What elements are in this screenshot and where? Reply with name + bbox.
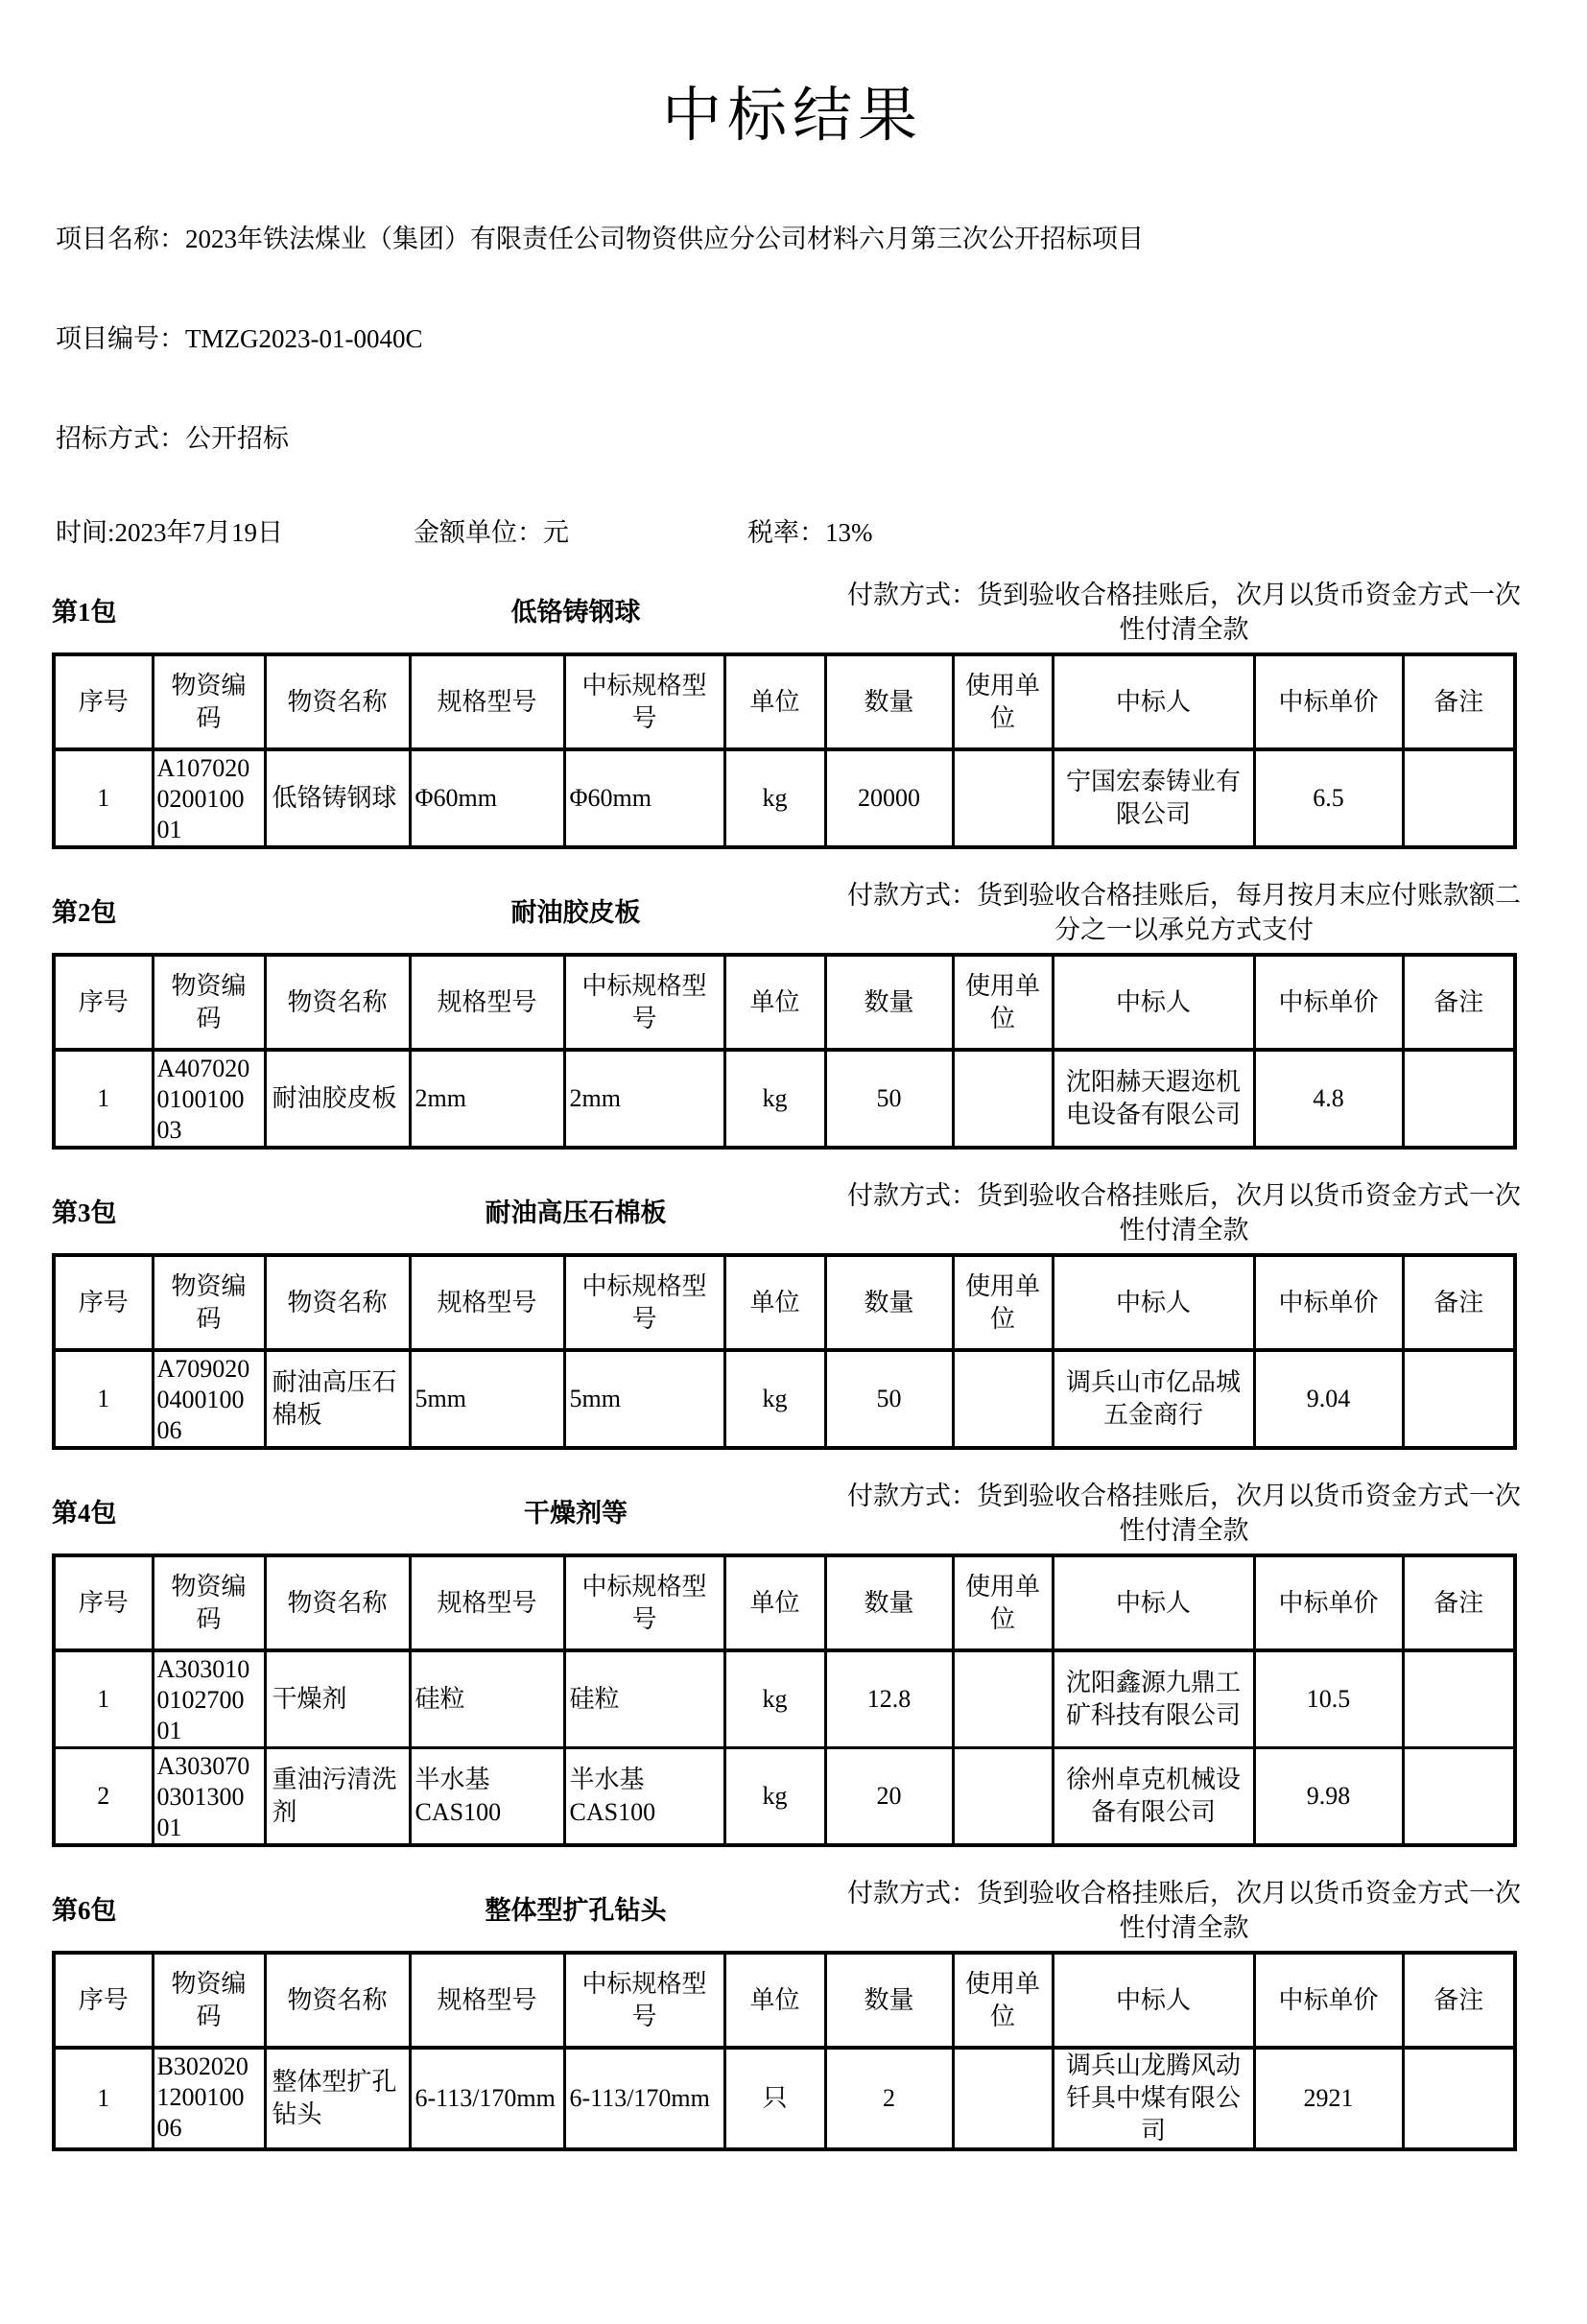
payment-terms: 付款方式：货到验收合格挂账后，次月以货币资金方式一次性付清全款	[847, 1181, 1521, 1245]
cell-seq: 2	[54, 1748, 153, 1846]
cell-using-unit	[953, 1050, 1053, 1148]
package-section	[52, 1178, 1533, 1450]
cell-using-unit	[953, 1748, 1053, 1846]
payment-terms: 付款方式：货到验收合格挂账后，次月以货币资金方式一次性付清全款	[847, 1879, 1521, 1942]
cell-unit: kg	[724, 1050, 825, 1148]
cell-winning-unit-price: 9.04	[1254, 1350, 1403, 1448]
cell-seq: 1	[54, 2048, 153, 2149]
package-section	[52, 1876, 1533, 2151]
package-section	[52, 1479, 1533, 1847]
cell-seq: 1	[54, 1350, 153, 1448]
cell-winning-unit-price: 6.5	[1254, 749, 1403, 847]
project-number-label: 项目编号：	[56, 324, 185, 353]
cell-material-code: B302020120010006	[153, 2048, 265, 2149]
column-header-spec-model: 规格型号	[410, 1255, 564, 1350]
cell-material-code: A709020040010006	[153, 1350, 265, 1448]
column-header-winning-bidder: 中标人	[1053, 654, 1254, 749]
cell-spec-model: 半水基CAS100	[410, 1748, 564, 1846]
cell-remark	[1403, 749, 1515, 847]
column-header-remark: 备注	[1403, 1255, 1515, 1350]
table-header-row	[54, 1555, 1515, 1650]
column-header-material-code: 物资编码	[153, 955, 265, 1050]
cell-material-name: 重油污清洗剂	[265, 1748, 410, 1846]
table-header-row	[54, 1953, 1515, 2048]
column-header-winning-spec-model: 中标规格型号	[564, 1255, 724, 1350]
table-row	[54, 2048, 1515, 2149]
column-header-remark: 备注	[1403, 1953, 1515, 2048]
column-header-remark: 备注	[1403, 654, 1515, 749]
table-row	[54, 1050, 1515, 1148]
column-header-seq: 序号	[54, 654, 153, 749]
cell-quantity: 50	[825, 1050, 953, 1148]
cell-material-name: 整体型扩孔钻头	[265, 2048, 410, 2149]
column-header-seq: 序号	[54, 955, 153, 1050]
amount-unit-field	[414, 516, 747, 549]
project-number-line	[56, 322, 1533, 355]
package-name: 干燥剂等	[524, 1499, 628, 1528]
package-header	[52, 1178, 1533, 1247]
tax-rate-label: 税率：	[747, 518, 825, 547]
cell-material-code: A303010010270001	[153, 1650, 265, 1748]
payment-terms: 付款方式：货到验收合格挂账后，次月以货币资金方式一次性付清全款	[847, 581, 1521, 644]
cell-winning-bidder: 调兵山龙腾风动钎具中煤有限公司	[1053, 2048, 1254, 2149]
cell-winning-bidder: 沈阳鑫源九鼎工矿科技有限公司	[1053, 1650, 1254, 1748]
column-header-quantity: 数量	[825, 1953, 953, 2048]
bidding-method-label: 招标方式：	[56, 424, 185, 453]
column-header-winning-bidder: 中标人	[1053, 955, 1254, 1050]
bid-result-document	[0, 81, 1587, 2151]
results-table	[52, 652, 1517, 849]
column-header-seq: 序号	[54, 1555, 153, 1650]
cell-remark	[1403, 1748, 1515, 1846]
column-header-material-code: 物资编码	[153, 1555, 265, 1650]
cell-using-unit	[953, 1350, 1053, 1448]
cell-using-unit	[953, 749, 1053, 847]
cell-spec-model: 5mm	[410, 1350, 564, 1448]
column-header-winning-unit-price: 中标单价	[1254, 1555, 1403, 1650]
cell-seq: 1	[54, 1650, 153, 1748]
column-header-spec-model: 规格型号	[410, 1953, 564, 2048]
column-header-material-name: 物资名称	[265, 1255, 410, 1350]
cell-spec-model: 硅粒	[410, 1650, 564, 1748]
package-header	[52, 578, 1533, 647]
cell-winning-bidder: 沈阳赫天遐迩机电设备有限公司	[1053, 1050, 1254, 1148]
column-header-unit: 单位	[724, 654, 825, 749]
payment-terms: 付款方式：货到验收合格挂账后，次月以货币资金方式一次性付清全款	[847, 1482, 1521, 1545]
column-header-unit: 单位	[724, 1255, 825, 1350]
cell-winning-spec-model: 5mm	[564, 1350, 724, 1448]
column-header-winning-unit-price: 中标单价	[1254, 955, 1403, 1050]
cell-quantity: 20000	[825, 749, 953, 847]
column-header-seq: 序号	[54, 1953, 153, 2048]
results-table	[52, 1553, 1517, 1847]
cell-material-name: 耐油胶皮板	[265, 1050, 410, 1148]
bidding-method-value: 公开招标	[185, 424, 289, 453]
cell-material-name: 干燥剂	[265, 1650, 410, 1748]
table-row	[54, 1350, 1515, 1448]
cell-material-code: A407020010010003	[153, 1050, 265, 1148]
column-header-material-code: 物资编码	[153, 1953, 265, 2048]
table-header-row	[54, 955, 1515, 1050]
column-header-unit: 单位	[724, 1555, 825, 1650]
column-header-using-unit: 使用单位	[953, 955, 1053, 1050]
column-header-quantity: 数量	[825, 654, 953, 749]
cell-remark	[1403, 2048, 1515, 2149]
cell-using-unit	[953, 2048, 1053, 2149]
amount-unit-value: 元	[543, 518, 569, 547]
project-name-line	[56, 223, 1533, 255]
cell-winning-unit-price: 10.5	[1254, 1650, 1403, 1748]
column-header-material-name: 物资名称	[265, 955, 410, 1050]
cell-winning-bidder: 宁国宏泰铸业有限公司	[1053, 749, 1254, 847]
package-name: 低铬铸钢球	[510, 598, 641, 627]
column-header-winning-spec-model: 中标规格型号	[564, 1953, 724, 2048]
column-header-winning-unit-price: 中标单价	[1254, 1953, 1403, 2048]
results-table	[52, 953, 1517, 1150]
payment-terms: 付款方式：货到验收合格挂账后，每月按月末应付账款额二分之一以承兑方式支付	[847, 881, 1521, 944]
column-header-winning-unit-price: 中标单价	[1254, 1255, 1403, 1350]
column-header-spec-model: 规格型号	[410, 654, 564, 749]
column-header-winning-unit-price: 中标单价	[1254, 654, 1403, 749]
package-number: 第4包	[52, 1499, 117, 1528]
column-header-material-code: 物资编码	[153, 1255, 265, 1350]
cell-quantity: 12.8	[825, 1650, 953, 1748]
column-header-material-code: 物资编码	[153, 654, 265, 749]
cell-winning-spec-model: Φ60mm	[564, 749, 724, 847]
package-section	[52, 878, 1533, 1150]
results-table	[52, 1951, 1517, 2151]
cell-winning-spec-model: 2mm	[564, 1050, 724, 1148]
tax-rate-value: 13%	[825, 518, 873, 547]
column-header-winning-bidder: 中标人	[1053, 1255, 1254, 1350]
package-name: 耐油胶皮板	[510, 898, 641, 927]
cell-using-unit	[953, 1650, 1053, 1748]
column-header-winning-spec-model: 中标规格型号	[564, 654, 724, 749]
cell-remark	[1403, 1650, 1515, 1748]
project-name-value: 2023年铁法煤业（集团）有限责任公司物资供应分公司材料六月第三次公开招标项目	[185, 225, 1144, 253]
package-header	[52, 1479, 1533, 1548]
project-name-label: 项目名称：	[56, 225, 185, 253]
column-header-using-unit: 使用单位	[953, 1255, 1053, 1350]
package-number: 第6包	[52, 1896, 117, 1925]
cell-material-name: 低铬铸钢球	[265, 749, 410, 847]
cell-unit: 只	[724, 2048, 825, 2149]
package-header	[52, 1876, 1533, 1945]
page-title: 中标结果	[661, 83, 923, 149]
cell-material-code: A303070030130001	[153, 1748, 265, 1846]
packages-container	[52, 578, 1533, 2151]
column-header-seq: 序号	[54, 1255, 153, 1350]
cell-seq: 1	[54, 1050, 153, 1148]
column-header-remark: 备注	[1403, 955, 1515, 1050]
results-table	[52, 1253, 1517, 1450]
column-header-quantity: 数量	[825, 955, 953, 1050]
column-header-material-name: 物资名称	[265, 654, 410, 749]
column-header-winning-spec-model: 中标规格型号	[564, 1555, 724, 1650]
bidding-method-line	[56, 422, 1533, 455]
cell-unit: kg	[724, 1650, 825, 1748]
cell-winning-spec-model: 半水基CAS100	[564, 1748, 724, 1846]
table-row	[54, 1650, 1515, 1748]
cell-seq: 1	[54, 749, 153, 847]
column-header-winning-bidder: 中标人	[1053, 1953, 1254, 2048]
table-row	[54, 1748, 1515, 1846]
cell-winning-bidder: 徐州卓克机械设备有限公司	[1053, 1748, 1254, 1846]
cell-quantity: 2	[825, 2048, 953, 2149]
amount-unit-label: 金额单位：	[414, 518, 543, 547]
column-header-winning-bidder: 中标人	[1053, 1555, 1254, 1650]
table-header-row	[54, 1255, 1515, 1350]
column-header-unit: 单位	[724, 1953, 825, 2048]
cell-quantity: 50	[825, 1350, 953, 1448]
column-header-material-name: 物资名称	[265, 1555, 410, 1650]
column-header-material-name: 物资名称	[265, 1953, 410, 2048]
date-value: 2023年7月19日	[114, 518, 284, 547]
cell-remark	[1403, 1050, 1515, 1148]
package-section	[52, 578, 1533, 849]
package-header	[52, 878, 1533, 947]
cell-unit: kg	[724, 749, 825, 847]
cell-spec-model: 2mm	[410, 1050, 564, 1148]
cell-remark	[1403, 1350, 1515, 1448]
package-name: 整体型扩孔钻头	[485, 1896, 667, 1925]
table-row	[54, 749, 1515, 847]
cell-quantity: 20	[825, 1748, 953, 1846]
column-header-quantity: 数量	[825, 1555, 953, 1650]
cell-winning-unit-price: 9.98	[1254, 1748, 1403, 1846]
column-header-quantity: 数量	[825, 1255, 953, 1350]
cell-winning-spec-model: 硅粒	[564, 1650, 724, 1748]
column-header-winning-spec-model: 中标规格型号	[564, 955, 724, 1050]
column-header-spec-model: 规格型号	[410, 1555, 564, 1650]
column-header-remark: 备注	[1403, 1555, 1515, 1650]
date-label: 时间:	[56, 518, 115, 547]
column-header-using-unit: 使用单位	[953, 654, 1053, 749]
tax-rate-field	[747, 516, 1533, 549]
cell-spec-model: Φ60mm	[410, 749, 564, 847]
package-number: 第1包	[52, 598, 117, 627]
cell-material-code: A107020020010001	[153, 749, 265, 847]
column-header-spec-model: 规格型号	[410, 955, 564, 1050]
package-name: 耐油高压石棉板	[485, 1198, 667, 1227]
cell-material-name: 耐油高压石棉板	[265, 1350, 410, 1448]
package-number: 第3包	[52, 1198, 117, 1227]
column-header-unit: 单位	[724, 955, 825, 1050]
table-header-row	[54, 654, 1515, 749]
column-header-using-unit: 使用单位	[953, 1555, 1053, 1650]
cell-winning-spec-model: 6-113/170mm	[564, 2048, 724, 2149]
cell-winning-bidder: 调兵山市亿品城五金商行	[1053, 1350, 1254, 1448]
cell-winning-unit-price: 2921	[1254, 2048, 1403, 2149]
cell-unit: kg	[724, 1350, 825, 1448]
date-field	[56, 516, 414, 549]
cell-winning-unit-price: 4.8	[1254, 1050, 1403, 1148]
project-number-value: TMZG2023-01-0040C	[185, 324, 423, 353]
cell-spec-model: 6-113/170mm	[410, 2048, 564, 2149]
cell-unit: kg	[724, 1748, 825, 1846]
info-row	[56, 516, 1533, 549]
package-number: 第2包	[52, 898, 117, 927]
column-header-using-unit: 使用单位	[953, 1953, 1053, 2048]
